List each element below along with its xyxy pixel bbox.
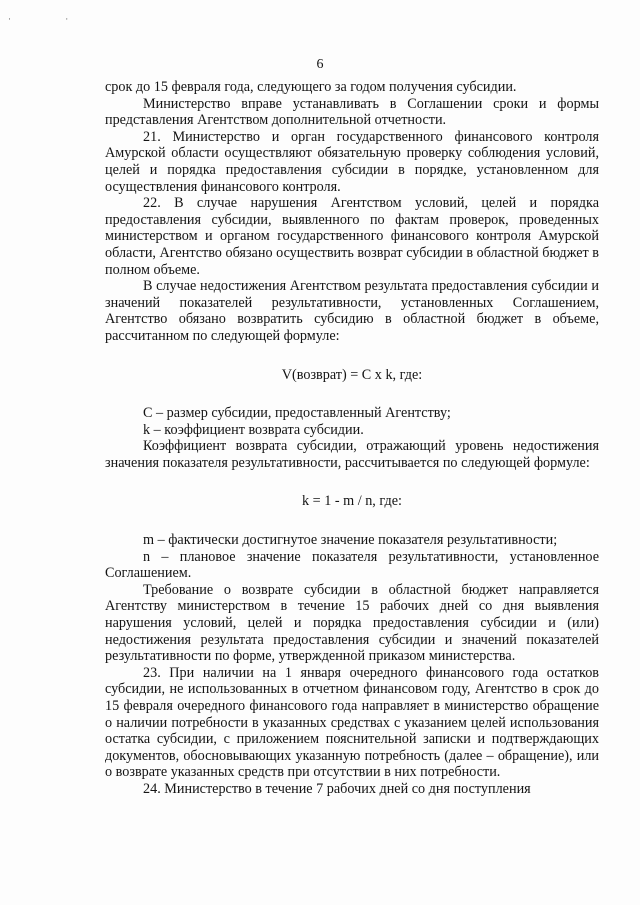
paragraph-deadline: срок до 15 февраля года, следующего за годом получения субсидии. <box>105 79 517 95</box>
paragraph-non-achievement: В случае недостижения Агентством результата предоставления субсидии и значений показателей результативности, установленных Соглашением, Агентство обязано возвратить субсидию в областной бюджет в объеме, рассчитанном по следующей формуле: <box>105 278 599 344</box>
formula-return: V(возврат) = C x k, где: <box>281 366 423 383</box>
spacer <box>105 345 599 367</box>
page-number: 6 <box>316 57 324 72</box>
document-body <box>105 79 599 798</box>
formula-coefficient: k = 1 - m / n, где: <box>302 493 402 510</box>
paragraph-24: 24. Министерство в течение 7 рабочих дней со дня поступления <box>143 780 531 797</box>
paragraph-coefficient: Коэффициент возврата субсидии, отражающий уровень недостижения значения показателя результативности, рассчитывается по следующей формуле: <box>105 438 599 471</box>
definition-n: n – плановое значение показателя результативности, установленное Соглашением. <box>105 548 599 582</box>
paragraph-22: 22. В случае нарушения Агентством условий, целей и порядка предоставления субсидии, выявленного по фактам проверок, проведенных министерством и органом государственного финансового контроля Амурской области, Агентство обязано осуществить возврат субсидии в областной бюджет в полном объеме. <box>105 195 599 278</box>
paragraph-23: 23. При наличии на 1 января очередного финансового года остатков субсидии, не использованных в отчетном финансовом году, Агентство в срок до 15 февраля очередного финансового года направляет в министерство обращение о наличии потребности в указанных средствах с указанием целей использования остатка субсидии, с приложением пояснительной записки и подтверждающих документов, обосновывающих указанную потребность (далее – обращение), или о возврате указанных средств при отсутствии в них потребности. <box>105 664 599 781</box>
spacer <box>105 510 599 532</box>
scan-specks: · · <box>8 14 95 24</box>
paragraph-return-demand: Требование о возврате субсидии в областной бюджет направляется Агентству министерством в течение 15 рабочих дней со дня выявления нарушения условий, целей и порядка предоставления субсидии и (или) недостижения результата предоставления субсидии и значений показателей результативности по форме, утвержденной приказом министерства. <box>105 581 599 665</box>
definition-c: C – размер субсидии, предоставленный Агентству; <box>143 405 451 422</box>
spacer <box>105 471 599 493</box>
definition-k: k – коэффициент возврата субсидии. <box>143 421 364 438</box>
definition-m: m – фактически достигнутое значение показателя результативности; <box>143 532 558 549</box>
paragraph-reporting: Министерство вправе устанавливать в Соглашении сроки и формы представления Агентством дополнительной отчетности. <box>105 95 599 129</box>
spacer <box>105 383 599 405</box>
paragraph-21: 21. Министерство и орган государственного финансового контроля Амурской области осуществляют обязательную проверку соблюдения условий, целей и порядка предоставления субсидии в порядке, установленном для осуществления финансового контроля. <box>105 128 599 195</box>
